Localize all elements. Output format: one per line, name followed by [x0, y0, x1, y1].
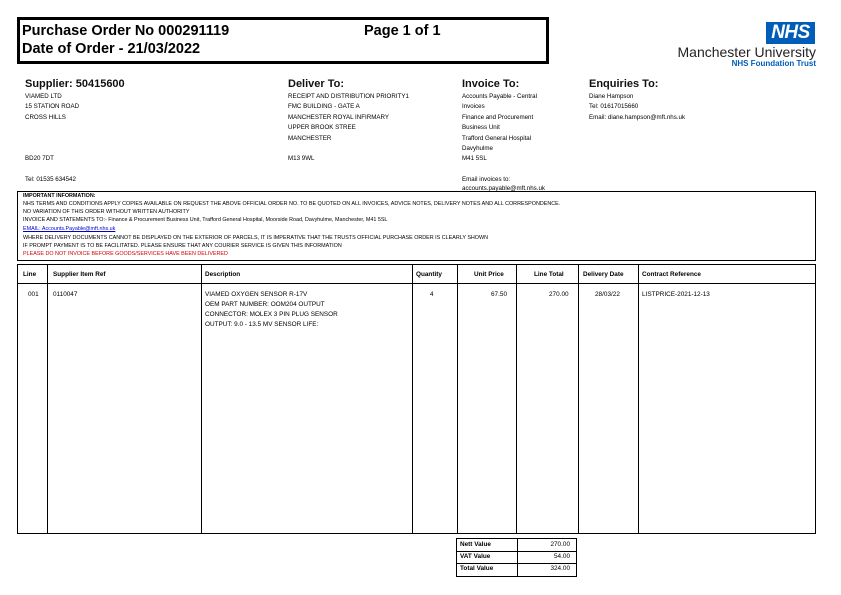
- row-supplier-ref: 0110047: [53, 291, 78, 298]
- info-terms: NHS TERMS AND CONDITIONS APPLY COPIES AVAILABLE ON REQUEST THE ABOVE OFFICIAL ORDER NO. TO BE QUOTED ON ALL INVOICES, ADVICE NOTES, DELIVERY NOTES AND ALL CORRESPONDENCE.: [23, 201, 561, 207]
- table-column-divider: [578, 265, 579, 533]
- header-delivery-date: Delivery Date: [583, 271, 624, 278]
- info-warning: PLEASE DO NOT INVOICE BEFORE GOODS/SERVICES HAVE BEEN DELIVERED: [23, 251, 228, 257]
- important-information-box: [17, 191, 816, 261]
- supplier-line: CROSS HILLS: [25, 113, 66, 121]
- enquiries-name: Diane Hampson: [589, 93, 634, 100]
- net-value-label: Nett Value: [460, 541, 491, 548]
- header-description: Description: [205, 271, 241, 278]
- row-line-total: 270.00: [549, 291, 569, 298]
- header-line-total: Line Total: [534, 271, 564, 278]
- invoice-heading: Invoice To:: [462, 78, 520, 90]
- table-column-divider: [457, 265, 458, 533]
- header-quantity: Quantity: [416, 271, 442, 278]
- deliver-line: MANCHESTER ROYAL INFIRMARY: [288, 113, 389, 121]
- row-quantity: 4: [430, 291, 434, 298]
- vat-value: 54.00: [554, 553, 570, 560]
- row-contract-ref: LISTPRICE-2021-12-13: [642, 291, 710, 298]
- invoice-line: Business Unit: [462, 124, 500, 132]
- table-column-divider: [516, 265, 517, 533]
- deliver-line: FMC BUILDING - GATE A: [288, 103, 360, 111]
- info-variation: NO VARIATION OF THIS ORDER WITHOUT WRITTEN AUTHORITY: [23, 209, 190, 215]
- totals-box: [456, 538, 577, 577]
- invoice-line: Davyhulme: [462, 145, 493, 153]
- supplier-postcode: BD20 7DT: [25, 155, 54, 162]
- table-column-divider: [47, 265, 48, 533]
- deliver-heading: Deliver To:: [288, 78, 345, 90]
- enquiries-email[interactable]: Email: diane.hampson@mft.nhs.uk: [589, 113, 686, 121]
- row-description: [205, 290, 338, 330]
- info-email-link[interactable]: EMAIL: Accounts.Payable@mft.nhs.uk: [23, 226, 116, 232]
- invoice-email[interactable]: accounts.payable@mft.nhs.uk: [462, 185, 545, 192]
- line-items-table: [17, 264, 816, 534]
- deliver-line: MANCHESTER: [288, 134, 332, 142]
- table-header-divider: [18, 283, 815, 284]
- invoice-line: Finance and Procurement: [462, 113, 534, 121]
- po-number-title: Purchase Order No 000291119: [22, 23, 230, 39]
- total-value-row: [457, 563, 576, 575]
- row-line: 001: [28, 291, 39, 298]
- invoice-email-label: Email invoices to:: [462, 176, 511, 183]
- info-delivery-docs: WHERE DELIVERY DOCUMENTS CANNOT BE DISPLAYED ON THE EXTERIOR OF PARCELS, IT IS IMPERATIVE THAT THE TRUSTS OFFICIAL PURCHASE ORDER IS CLEARLY SHOWN: [23, 235, 488, 241]
- invoice-line: Invoices: [462, 103, 485, 111]
- deliver-postcode: M13 9WL: [288, 155, 315, 162]
- page-indicator: Page 1 of 1: [364, 23, 441, 39]
- header-supplier-ref: Supplier Item Ref: [53, 271, 106, 278]
- enquiries-tel: Tel: 01617015660: [589, 103, 639, 111]
- deliver-address: [288, 92, 409, 144]
- trust-name: NHS Foundation Trust: [731, 59, 816, 68]
- table-column-divider: [201, 265, 202, 533]
- order-date: Date of Order - 21/03/2022: [22, 41, 201, 57]
- organisation-name: Manchester University: [677, 44, 816, 60]
- invoice-line: Accounts Payable - Central: [462, 93, 537, 100]
- deliver-line: UPPER BROOK STREE: [288, 124, 356, 132]
- supplier-heading: Supplier: 50415600: [25, 78, 125, 90]
- invoice-address: [462, 92, 537, 154]
- supplier-tel: Tel: 01535 634542: [25, 176, 76, 183]
- supplier-address: [25, 92, 79, 123]
- description-line: VIAMED OXYGEN SENSOR R-17V: [205, 291, 308, 298]
- info-title: IMPORTANT INFORMATION:: [23, 193, 96, 199]
- header-contract-ref: Contract Reference: [642, 271, 701, 278]
- nhs-logo: NHS: [766, 22, 815, 44]
- header-unit-price: Unit Price: [474, 271, 504, 278]
- total-value-label: Total Value: [460, 565, 494, 572]
- table-column-divider: [638, 265, 639, 533]
- supplier-line: VIAMED LTD: [25, 93, 62, 100]
- description-line: OUTPUT: 9.0 - 13.5 MV SENSOR LIFE:: [205, 321, 319, 328]
- row-delivery-date: 28/03/22: [595, 291, 620, 298]
- header-line: Line: [23, 271, 37, 278]
- info-invoice-address: INVOICE AND STATEMENTS TO:- Finance & Procurement Business Unit, Trafford General Hospital, Moorside Road, Davyhulme, Manchester, M41 5SL: [23, 217, 388, 223]
- invoice-line: Trafford General Hospital: [462, 134, 532, 142]
- description-line: CONNECTOR: MOLEX 3 PIN PLUG SENSOR: [205, 311, 338, 318]
- enquiries-heading: Enquiries To:: [589, 78, 659, 90]
- enquiries-contact: [589, 92, 685, 123]
- total-value: 324.00: [550, 565, 570, 572]
- invoice-postcode: M41 5SL: [462, 155, 487, 162]
- net-value: 270.00: [550, 541, 570, 548]
- deliver-line: RECEIPT AND DISTRIBUTION PRIORITY1: [288, 93, 409, 100]
- row-unit-price: 67.50: [491, 291, 507, 298]
- description-line: OEM PART NUMBER: OOM204 OUTPUT: [205, 301, 325, 308]
- table-column-divider: [412, 265, 413, 533]
- vat-value-label: VAT Value: [460, 553, 491, 560]
- info-prompt-payment: IF PROMPT PAYMENT IS TO BE FACILITATED. PLEASE ENSURE THAT ANY COURIER SERVICE IS GIVEN THIS INFORMATION: [23, 243, 342, 249]
- supplier-line: 15 STATION ROAD: [25, 103, 80, 111]
